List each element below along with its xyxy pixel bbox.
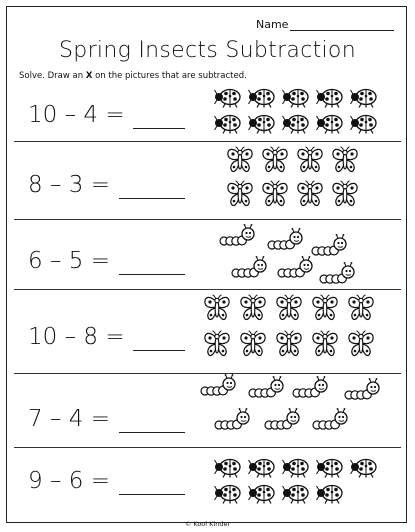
ladybug-icon[interactable]	[214, 112, 244, 139]
problem-row-4	[14, 290, 401, 374]
instructions-prefix: Solve. Draw an	[19, 71, 86, 81]
problem-row-5	[14, 374, 401, 448]
equation-6: 9 – 6 =	[28, 468, 110, 494]
butterfly-icon[interactable]	[347, 294, 375, 329]
footer-credit: © Kool Kinder	[184, 520, 231, 528]
caterpillar-icon[interactable]	[267, 228, 303, 257]
butterfly-icon[interactable]	[296, 146, 324, 181]
equation-1: 10 – 4 =	[28, 102, 125, 128]
answer-line-6[interactable]	[119, 494, 185, 495]
ladybug-icon[interactable]	[248, 86, 278, 113]
problem-row-1	[14, 80, 401, 142]
equation-3: 6 – 5 =	[28, 248, 110, 274]
answer-line-4[interactable]	[133, 350, 185, 351]
ladybug-icon[interactable]	[316, 86, 346, 113]
answer-line-1[interactable]	[133, 128, 185, 129]
equation-4: 10 – 8 =	[28, 324, 125, 350]
butterfly-icon[interactable]	[261, 146, 289, 181]
ladybug-icon[interactable]	[282, 112, 312, 139]
ladybug-icon[interactable]	[214, 482, 244, 509]
ladybug-icon[interactable]	[316, 112, 346, 139]
ladybug-icon[interactable]	[248, 482, 278, 509]
butterfly-icon[interactable]	[275, 294, 303, 329]
equation-2: 8 – 3 =	[28, 172, 110, 198]
butterfly-icon[interactable]	[331, 180, 359, 215]
butterfly-icon[interactable]	[347, 330, 375, 365]
problem-row-2	[14, 142, 401, 220]
caterpillar-icon[interactable]	[231, 256, 267, 285]
caterpillar-icon[interactable]	[311, 234, 347, 263]
ladybug-icon[interactable]	[350, 86, 380, 113]
butterfly-icon[interactable]	[239, 330, 267, 365]
answer-line-3[interactable]	[119, 274, 185, 275]
caterpillar-icon[interactable]	[319, 262, 355, 291]
ladybug-icon[interactable]	[248, 456, 278, 483]
name-label: Name	[256, 18, 289, 31]
caterpillar-icon[interactable]	[312, 408, 348, 437]
caterpillar-icon[interactable]	[277, 256, 313, 285]
ladybug-icon[interactable]	[214, 86, 244, 113]
butterfly-icon[interactable]	[275, 330, 303, 365]
butterfly-icon[interactable]	[311, 330, 339, 365]
caterpillar-icon[interactable]	[248, 376, 284, 405]
ladybug-icon[interactable]	[316, 456, 346, 483]
caterpillar-icon[interactable]	[200, 374, 236, 403]
caterpillar-icon[interactable]	[214, 408, 250, 437]
butterfly-icon[interactable]	[261, 180, 289, 215]
ladybug-icon[interactable]	[214, 456, 244, 483]
butterfly-icon[interactable]	[331, 146, 359, 181]
butterfly-icon[interactable]	[296, 180, 324, 215]
butterfly-icon[interactable]	[203, 294, 231, 329]
name-answer-line[interactable]	[290, 18, 394, 31]
ladybug-icon[interactable]	[248, 112, 278, 139]
caterpillar-icon[interactable]	[219, 224, 255, 253]
butterfly-icon[interactable]	[226, 180, 254, 215]
answer-line-2[interactable]	[119, 198, 185, 199]
butterfly-icon[interactable]	[203, 330, 231, 365]
answer-line-5[interactable]	[119, 432, 185, 433]
caterpillar-icon[interactable]	[292, 376, 328, 405]
ladybug-icon[interactable]	[350, 456, 380, 483]
page-title: Spring Insects Subtraction	[59, 38, 356, 63]
problem-row-6	[14, 448, 401, 520]
butterfly-icon[interactable]	[311, 294, 339, 329]
ladybug-icon[interactable]	[316, 482, 346, 509]
butterfly-icon[interactable]	[239, 294, 267, 329]
instructions-x: X	[85, 71, 93, 81]
instructions-suffix: on the pictures that are subtracted.	[92, 71, 247, 81]
ladybug-icon[interactable]	[350, 112, 380, 139]
equation-5: 7 – 4 =	[28, 406, 110, 432]
problem-row-3	[14, 220, 401, 290]
caterpillar-icon[interactable]	[264, 408, 300, 437]
ladybug-icon[interactable]	[282, 86, 312, 113]
butterfly-icon[interactable]	[226, 146, 254, 181]
caterpillar-icon[interactable]	[344, 378, 380, 407]
ladybug-icon[interactable]	[282, 456, 312, 483]
name-field[interactable]	[256, 18, 394, 31]
ladybug-icon[interactable]	[282, 482, 312, 509]
